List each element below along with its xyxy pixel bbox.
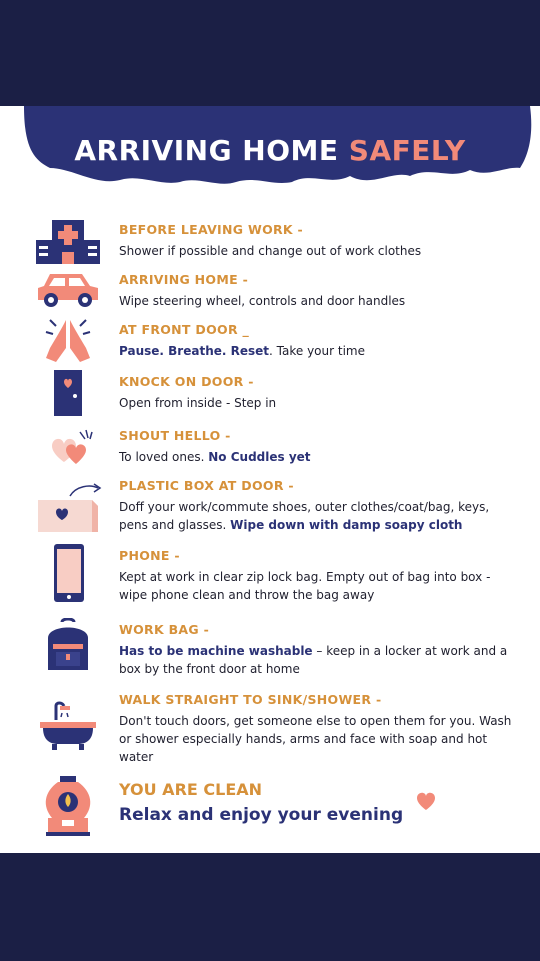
step-text: Has to be machine washable – keep in a locker at work and a box by the front door at home <box>119 644 508 676</box>
step-text: Pause. Breathe. Reset. Take your time <box>119 344 365 358</box>
step-heading: WORK BAG - <box>119 622 210 637</box>
step-heading: PHONE - <box>119 548 180 563</box>
backpack-icon <box>34 618 102 672</box>
door-icon <box>34 370 102 416</box>
step-heading: BEFORE LEAVING WORK - <box>119 222 304 237</box>
heart-icon <box>414 790 438 812</box>
step-text: Wipe steering wheel, controls and door handles <box>119 294 406 308</box>
final-heading: YOU ARE CLEAN <box>119 780 263 799</box>
step-heading: ARRIVING HOME - <box>119 272 249 287</box>
box-icon <box>34 482 102 532</box>
praying-hands-icon <box>34 314 102 364</box>
step-text: Don't touch doors, get someone else to open them for you. Wash or shower especially hands, arms and face with soap and hot water <box>119 714 512 764</box>
candle-lamp-icon <box>34 776 102 836</box>
bathtub-icon <box>34 698 102 752</box>
step-text: Doff your work/commute shoes, outer clothes/coat/bag, keys, pens and glasses. Wipe down with damp soapy cloth <box>119 500 490 532</box>
step-text: Shower if possible and change out of work clothes <box>119 244 422 258</box>
infographic-card <box>0 106 540 853</box>
step-heading: PLASTIC BOX AT DOOR - <box>119 478 294 493</box>
step-heading: AT FRONT DOOR _ <box>119 322 250 337</box>
page-title: ARRIVING HOME SAFELY <box>74 134 466 167</box>
car-icon <box>34 268 102 308</box>
phone-icon <box>34 544 102 602</box>
step-text: To loved ones. No Cuddles yet <box>119 450 311 464</box>
step-heading: KNOCK ON DOOR - <box>119 374 254 389</box>
final-text: Relax and enjoy your evening <box>119 805 404 825</box>
step-text: Open from inside - Step in <box>119 396 277 410</box>
step-text: Kept at work in clear zip lock bag. Empty out of bag into box - wipe phone clean and throw the bag away <box>119 570 491 602</box>
hospital-icon <box>34 220 102 266</box>
step-heading: WALK STRAIGHT TO SINK/SHOWER - <box>119 692 382 707</box>
step-heading: SHOUT HELLO - <box>119 428 231 443</box>
hearts-icon <box>34 424 102 470</box>
